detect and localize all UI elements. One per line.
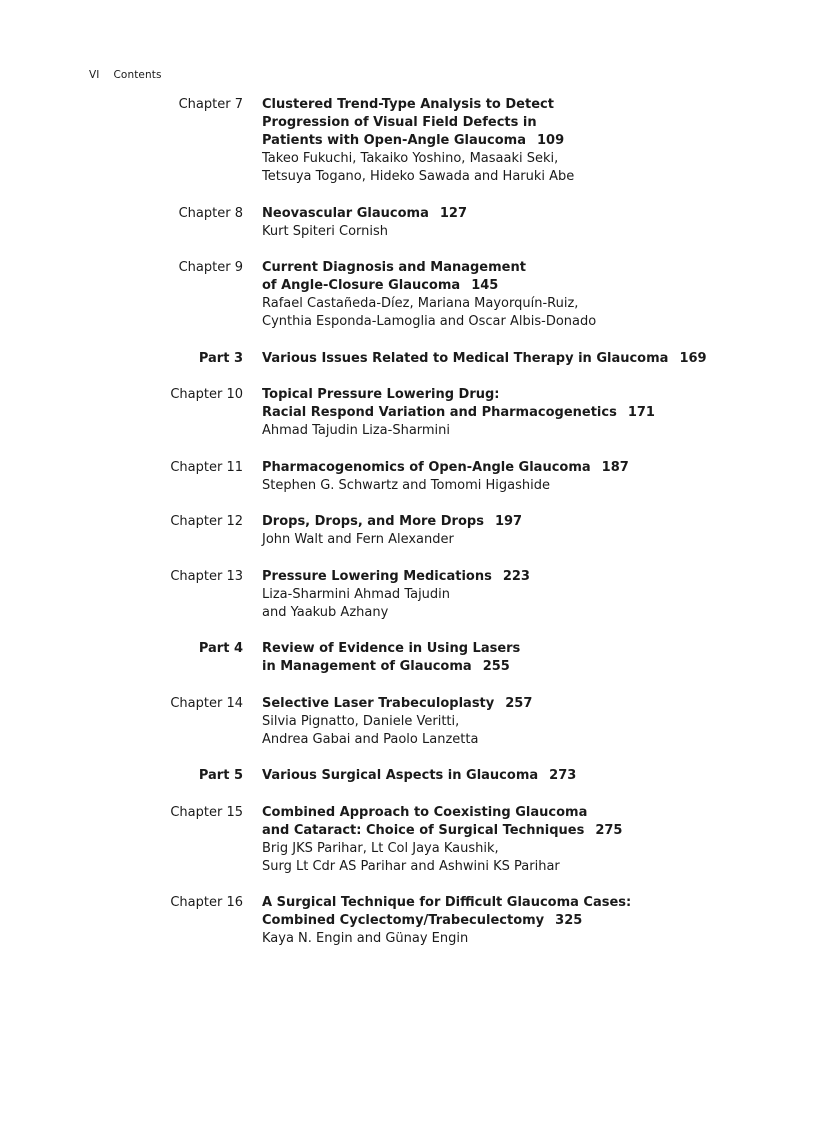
entry-authors: Kurt Spiteri Cornish bbox=[262, 223, 389, 239]
entry-title-text: Combined Cyclectomy/Trabeculectomy bbox=[262, 913, 545, 928]
entry-title-line bbox=[262, 640, 782, 658]
entry-authors: Andrea Gabai and Paolo Lanzetta bbox=[262, 731, 479, 747]
toc-chapter-entry bbox=[0, 459, 816, 495]
toc-chapter-entry bbox=[0, 695, 816, 749]
toc-chapter-entry bbox=[0, 894, 816, 948]
entry-body bbox=[262, 513, 782, 549]
entry-title-line bbox=[262, 822, 782, 840]
page-number: 197 bbox=[494, 514, 523, 529]
entry-body bbox=[262, 640, 782, 676]
table-of-contents bbox=[0, 96, 816, 967]
chapter-label: Chapter 16 bbox=[170, 895, 243, 910]
entry-title-text: Patients with Open-Angle Glaucoma bbox=[262, 133, 526, 148]
entry-body bbox=[262, 767, 782, 785]
entry-title-line bbox=[262, 695, 782, 713]
entry-body bbox=[262, 459, 782, 495]
toc-chapter-entry bbox=[0, 205, 816, 241]
entry-authors: Ahmad Tajudin Liza-Sharmini bbox=[262, 423, 451, 438]
entry-authors: Cynthia Esponda-Lamoglia and Oscar Albis-Donado bbox=[262, 314, 597, 329]
page-number: 273 bbox=[549, 768, 577, 783]
entry-title-line bbox=[262, 804, 782, 822]
entry-title-line bbox=[262, 767, 782, 785]
entry-body bbox=[262, 695, 782, 749]
entry-body bbox=[262, 96, 782, 186]
chapter-label: Chapter 9 bbox=[178, 260, 243, 275]
entry-title-text: Various Surgical Aspects in Glaucoma bbox=[262, 768, 539, 783]
page-number: 171 bbox=[627, 405, 655, 420]
entry-authors: Silvia Pignatto, Daniele Veritti, bbox=[262, 713, 460, 729]
entry-title-line bbox=[262, 568, 782, 586]
page-numeral: VI bbox=[89, 69, 100, 81]
entry-title-line bbox=[262, 404, 782, 422]
entry-title-text: Selective Laser Trabeculoplasty bbox=[262, 695, 495, 711]
toc-chapter-entry bbox=[0, 96, 816, 186]
entry-authors: Takeo Fukuchi, Takaiko Yoshino, Masaaki Seki, bbox=[262, 151, 559, 166]
entry-title-text: Clustered Trend-Type Analysis to Detect bbox=[262, 97, 554, 112]
chapter-label: Chapter 11 bbox=[170, 459, 243, 475]
chapter-label: Chapter 7 bbox=[178, 97, 243, 112]
entry-title-text: in Management of Glaucoma bbox=[262, 659, 472, 674]
entry-authors: Tetsuya Togano, Hideko Sawada and Haruki Abe bbox=[262, 169, 575, 184]
entry-title-line bbox=[262, 96, 782, 114]
entry-title-text: Review of Evidence in Using Lasers bbox=[262, 641, 521, 656]
entry-body bbox=[262, 568, 782, 622]
part-label: Part 3 bbox=[198, 350, 243, 366]
chapter-label: Chapter 15 bbox=[170, 804, 243, 820]
entry-title-text: and Cataract: Choice of Surgical Techniques bbox=[262, 822, 585, 838]
entry-title-text: Various Issues Related to Medical Therapy in Glaucoma bbox=[262, 350, 669, 366]
entry-title-text: Pharmacogenomics of Open-Angle Glaucoma bbox=[262, 459, 591, 475]
page-number: 187 bbox=[601, 459, 629, 475]
page-number: 325 bbox=[555, 913, 583, 928]
entry-title-text: Drops, Drops, and More Drops bbox=[262, 514, 484, 529]
page-number: 223 bbox=[502, 568, 530, 584]
chapter-label: Chapter 8 bbox=[178, 205, 243, 221]
toc-chapter-entry bbox=[0, 513, 816, 549]
toc-chapter-entry bbox=[0, 386, 816, 440]
page-number: 169 bbox=[679, 350, 707, 366]
entry-title-text: Combined Approach to Coexisting Glaucoma bbox=[262, 804, 588, 820]
entry-title-text: Neovascular Glaucoma bbox=[262, 205, 429, 221]
entry-title-line bbox=[262, 277, 782, 295]
toc-part-entry bbox=[0, 350, 816, 368]
entry-title-line bbox=[262, 386, 782, 404]
entry-title-line bbox=[262, 459, 782, 477]
page-number: 257 bbox=[505, 695, 533, 711]
chapter-label: Chapter 13 bbox=[170, 568, 243, 584]
entry-body bbox=[262, 259, 782, 331]
page-number: 127 bbox=[439, 205, 467, 221]
toc-chapter-entry bbox=[0, 259, 816, 331]
entry-title-text: Current Diagnosis and Management bbox=[262, 260, 526, 275]
chapter-label: Chapter 12 bbox=[170, 514, 243, 529]
entry-authors: Surg Lt Cdr AS Parihar and Ashwini KS Parihar bbox=[262, 858, 560, 874]
entry-title-line bbox=[262, 912, 782, 930]
page-number: 255 bbox=[482, 659, 510, 674]
part-label: Part 5 bbox=[198, 768, 243, 783]
entry-title-text: Pressure Lowering Medications bbox=[262, 568, 492, 584]
toc-part-entry bbox=[0, 767, 816, 785]
entry-title-line bbox=[262, 114, 782, 132]
entry-authors: and Yaakub Azhany bbox=[262, 604, 389, 620]
entry-body bbox=[262, 894, 782, 948]
chapter-label: Chapter 10 bbox=[170, 387, 243, 402]
entry-title-text: A Surgical Technique for Difficult Glaucoma Cases: bbox=[262, 895, 632, 910]
entry-body bbox=[262, 350, 782, 368]
entry-body bbox=[262, 804, 782, 876]
part-label: Part 4 bbox=[198, 641, 243, 656]
section-title: Contents bbox=[113, 69, 162, 81]
entry-authors: Stephen G. Schwartz and Tomomi Higashide bbox=[262, 477, 550, 493]
entry-body bbox=[262, 386, 782, 440]
page-number: 275 bbox=[595, 822, 623, 838]
toc-chapter-entry bbox=[0, 804, 816, 876]
chapter-label: Chapter 14 bbox=[170, 695, 243, 711]
entry-authors: Brig JKS Parihar, Lt Col Jaya Kaushik, bbox=[262, 840, 499, 856]
entry-title-line bbox=[262, 513, 782, 531]
entry-title-text: Racial Respond Variation and Pharmacogenetics bbox=[262, 405, 617, 420]
running-head bbox=[89, 69, 162, 81]
entry-authors: Liza-Sharmini Ahmad Tajudin bbox=[262, 586, 451, 602]
entry-title-text: Progression of Visual Field Defects in bbox=[262, 115, 537, 130]
page-number: 145 bbox=[471, 278, 499, 293]
entry-title-line bbox=[262, 205, 782, 223]
entry-title-text: of Angle-Closure Glaucoma bbox=[262, 278, 461, 293]
entry-authors: Rafael Castañeda-Díez, Mariana Mayorquín-Ruiz, bbox=[262, 296, 579, 311]
entry-title-line bbox=[262, 350, 782, 368]
entry-title-line bbox=[262, 658, 782, 676]
entry-title-line bbox=[262, 132, 782, 150]
entry-title-text: Topical Pressure Lowering Drug: bbox=[262, 387, 500, 402]
page-number: 109 bbox=[537, 133, 565, 148]
entry-title-line bbox=[262, 894, 782, 912]
toc-part-entry bbox=[0, 640, 816, 676]
toc-chapter-entry bbox=[0, 568, 816, 622]
entry-title-line bbox=[262, 259, 782, 277]
entry-body bbox=[262, 205, 782, 241]
entry-authors: Kaya N. Engin and Günay Engin bbox=[262, 931, 469, 946]
entry-authors: John Walt and Fern Alexander bbox=[262, 532, 454, 547]
